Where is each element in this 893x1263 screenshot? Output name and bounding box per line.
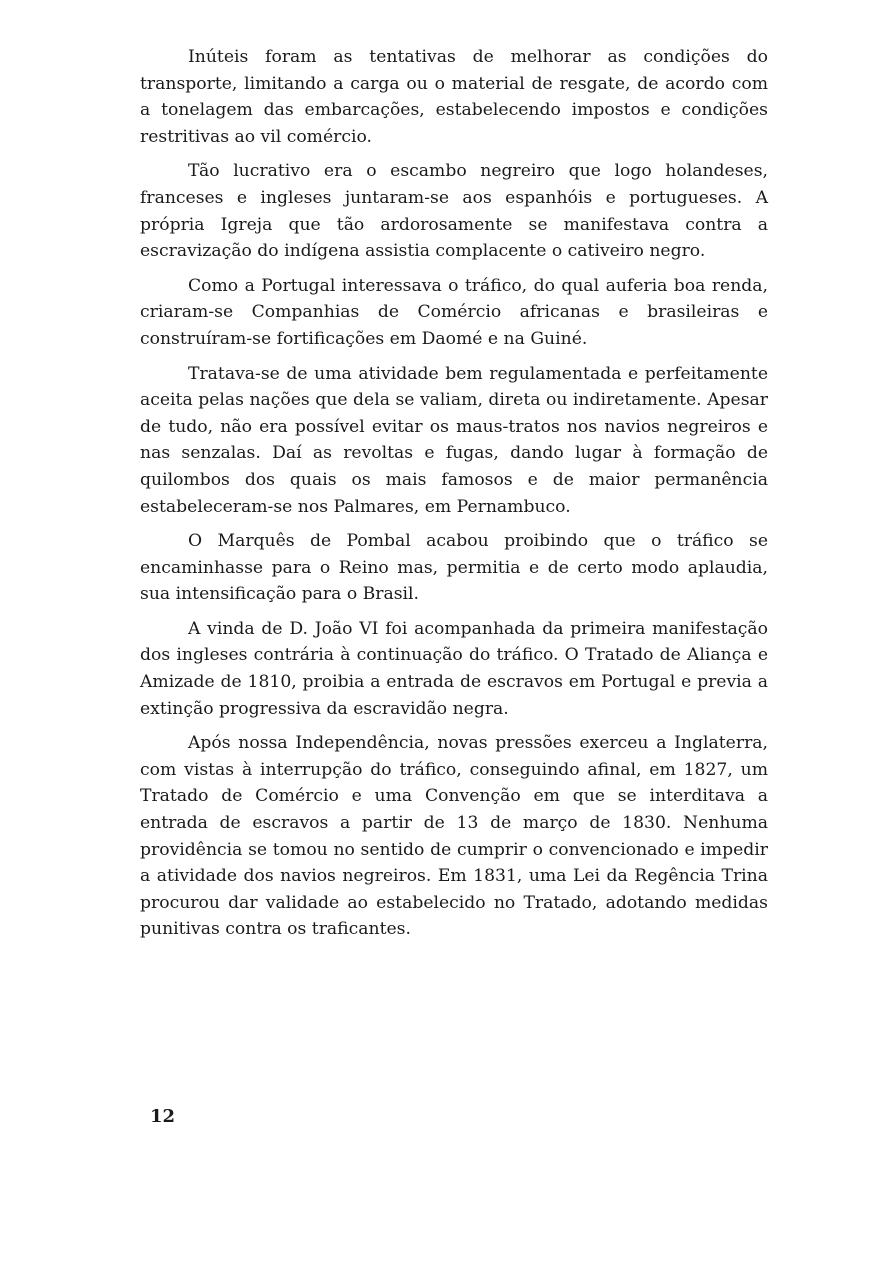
- paragraph-7: Após nossa Independência, novas pressões exerceu a Inglaterra, com vistas à interrupção do tráfico, conseguindo afinal, em 1827, um Tratado de Comércio e uma Convenção em que se interditava a entrada de escravos a partir de 13 de março de 1830. Nenhuma providência se tomou no sentido de cumprir o convencionado e impedir a atividade dos navios negreiros. Em 1831, uma Lei da Regência Trina procurou dar validade ao estabelecido no Tratado, adotando medidas punitivas contra os traficantes.: [140, 733, 768, 940]
- paragraph-3: Como a Portugal interessava o tráfico, do qual auferia boa renda, criaram-se Companhias de Comércio africanas e brasileiras e construíram-se fortificações em Daomé e na Guiné.: [140, 275, 768, 349]
- paragraph-6: A vinda de D. João VI foi acompanhada da primeira manifestação dos ingleses contrária à continuação do tráfico. O Tratado de Aliança e Amizade de 1810, proibia a entrada de escravos em Portugal e previa a extinção progressiva da escravidão negra.: [140, 618, 768, 719]
- paragraph-2: Tão lucrativo era o escambo negreiro que logo holandeses, franceses e ingleses juntaram-se aos espanhóis e portugueses. A própria Igreja que tão ardorosamente se manifestava contra a escravização do indígena assistia complacente o cativeiro negro.: [140, 161, 768, 262]
- page-number: 12: [150, 1106, 176, 1127]
- paragraph-1: Inúteis foram as tentativas de melhorar as condições do transporte, limitando a carga ou o material de resgate, de acordo com a tonelagem das embarcações, estabelecendo impostos e condições restritivas ao vil comércio.: [140, 47, 768, 147]
- paragraph-4: Tratava-se de uma atividade bem regulamentada e perfeitamente aceita pelas nações que dela se valiam, direta ou indiretamente. Apesar de tudo, não era possível evitar os maus-tratos nos navios negreiros e nas senzalas. Daí as revoltas e fugas, dando lugar à formação de quilombos dos quais os mais famosos e de maior permanência estabeleceram-se nos Palmares, em Pernambuco.: [140, 363, 768, 517]
- page-body: [140, 44, 768, 951]
- paragraph-5: O Marquês de Pombal acabou proibindo que o tráfico se encaminhasse para o Reino mas, permitia e de certo modo aplaudia, sua intensificação para o Brasil.: [140, 531, 768, 605]
